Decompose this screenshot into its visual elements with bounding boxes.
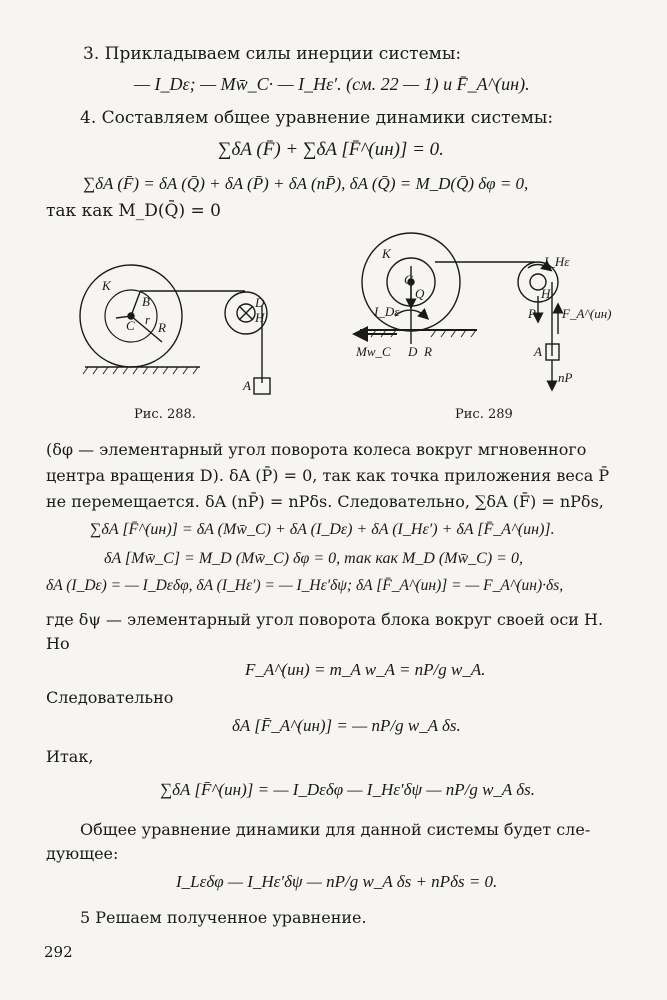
fig288-label-r-outer: R (158, 320, 166, 335)
equation-line: δA [F̄_A^(ин)] = — nP/g w_A δs. (232, 716, 461, 735)
paragraph-line: Но (46, 634, 70, 653)
fig289-label-p: P (528, 306, 536, 321)
paragraph-line: где δψ — элементарный угол поворота блока вокруг своей оси H. (46, 610, 604, 629)
general-equation: ∑δA (F̄) + ∑δA [F̄^(ин)] = 0. (218, 139, 444, 160)
step-3-heading: 3. Прикладываем силы инерции системы: (83, 44, 462, 64)
figure-288 (80, 250, 295, 398)
equation-line: δA (I_Dε) = — I_Dεδφ, δA (I_Hε′) = — I_Hε′δψ; δA [F̄_A^(ин)] = — F_A^(ин)·δs, (46, 577, 564, 594)
inertia-forces-line: — I_Dε; — Mw̄_C· — I_Hε′. (см. 22 — 1) и F̄_A^(ин). (134, 74, 530, 94)
paragraph-line: (δφ — элементарный угол поворота колеса вокруг мгновенного (46, 440, 587, 459)
fig289-label-c: C (404, 272, 413, 287)
fig289-label-id-eps: I_Dε (374, 304, 400, 319)
page-number: 292 (44, 943, 73, 961)
paragraph-line: Следовательно (46, 688, 174, 707)
fig289-label-r: R (424, 344, 432, 359)
fig289-label-h: H (541, 286, 551, 301)
paragraph-line: Общее уравнение динамики для данной системы будет сле- (80, 820, 591, 839)
paragraph-line: Итак, (46, 747, 94, 766)
fig289-label-mwc: Mw_C (356, 344, 391, 359)
fig289-label-k: K (382, 246, 391, 261)
fig288-label-c: C (126, 318, 135, 333)
fig289-label-fa: F_A^(ин) (562, 306, 612, 321)
fig288-label-r: r (145, 312, 151, 327)
fig288-label-k: K (102, 278, 111, 293)
figure-289 (352, 236, 612, 396)
work-sum-equation: ∑δA (F̄) = δA (Q̄) + δA (P̄) + δA (nP̄), δA (Q̄) = M_D(Q̄) δφ = 0, (83, 174, 529, 193)
fig288-label-h: H (255, 310, 265, 325)
paragraph-line: центра вращения D). δA (P̄) = 0, так как точка приложения веса P̄ (46, 466, 610, 485)
fig288-label-b: B (142, 294, 150, 309)
equation-line: ∑δA [F̄^(ин)] = δA (Mw̄_C) + δA (I_Dε) + δA (I_Hε′) + δA [F̄_A^(ин)]. (90, 521, 555, 538)
fig289-label-d: D (408, 344, 418, 359)
equation-line: F_A^(ин) = m_A w_A = nP/g w_A. (245, 660, 486, 679)
fig289-label-np: nP (558, 370, 573, 385)
equation-line: ∑δA [F̄^(ин)] = — I_Dεδφ — I_Hε′δψ — nP/g w_A δs. (160, 780, 536, 799)
fig289-label-a: A (534, 344, 542, 359)
step-5-heading: 5 Решаем полученное уравнение. (80, 908, 367, 927)
fig-289-caption: Рис. 289 (455, 407, 513, 422)
fig289-label-q: Q (415, 286, 425, 301)
final-equation: I_Lεδφ — I_Hε′δψ — nP/g w_A δs + nPδs = 0. (176, 872, 498, 891)
paragraph-line: дующее: (46, 844, 119, 863)
paragraph-line: не перемещается. δA (nP̄) = nPδs. Следовательно, ∑δA (F̄) = nPδs, (46, 492, 604, 511)
fig288-label-a: A (243, 378, 251, 393)
fig-288-caption: Рис. 288. (134, 407, 196, 422)
fig289-label-ih-eps: I_Hε (544, 254, 570, 269)
step-4-heading: 4. Составляем общее уравнение динамики системы: (80, 108, 554, 128)
moment-condition: так как M_D(Q̄) = 0 (46, 201, 221, 221)
fig288-label-d: D (255, 295, 265, 310)
equation-line: δA [Mw̄_C] = M_D (Mw̄_C) δφ = 0, так как M_D (Mw̄_C) = 0, (104, 550, 523, 567)
